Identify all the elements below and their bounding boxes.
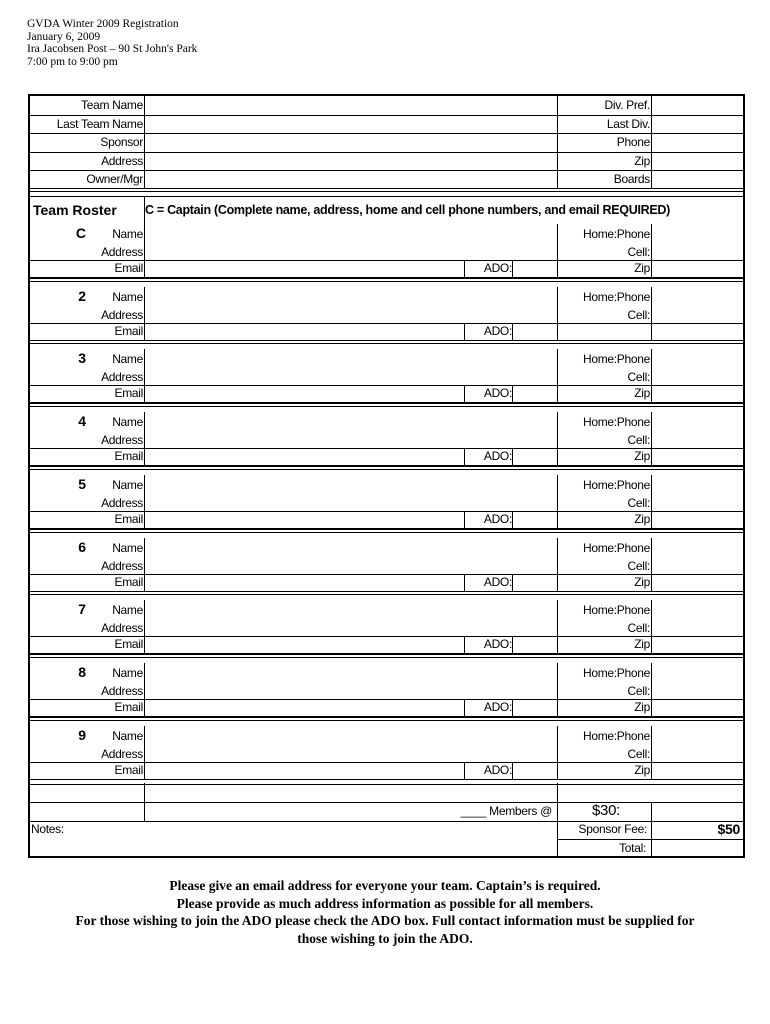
- member-name-input[interactable]: [145, 600, 556, 618]
- member-cell-input[interactable]: [652, 744, 742, 762]
- member-home-phone-input[interactable]: [652, 287, 742, 305]
- column-divider: [512, 574, 513, 591]
- member-home-phone-input[interactable]: [652, 349, 742, 367]
- member-cell-label: Cell:: [627, 245, 650, 259]
- member-email-row-top: [30, 323, 743, 324]
- member-ado-checkbox[interactable]: [513, 762, 557, 779]
- member-block-divider: [30, 591, 743, 595]
- member-number: 8: [78, 663, 86, 680]
- team-info-label: Owner/Mgr: [86, 172, 143, 186]
- column-divider: [464, 260, 465, 277]
- member-zip-label: Zip: [634, 511, 650, 526]
- team-info-field[interactable]: [145, 115, 556, 134]
- team-info-label: Phone: [616, 135, 650, 149]
- member-name-input[interactable]: [145, 663, 556, 681]
- fees-row-top: [30, 784, 743, 785]
- team-info-label: Sponsor: [100, 135, 143, 149]
- column-divider: [464, 636, 465, 653]
- column-divider: [144, 600, 145, 653]
- member-address-label: Address: [101, 558, 143, 573]
- member-cell-input[interactable]: [652, 305, 742, 323]
- members-count-label: ____ Members @: [460, 804, 552, 818]
- member-home-phone-label: Home:Phone: [582, 227, 650, 241]
- member-name-input[interactable]: [145, 224, 556, 242]
- member-ado-checkbox[interactable]: [513, 260, 557, 277]
- member-ado-checkbox[interactable]: [513, 448, 557, 465]
- member-email-label: Email: [114, 449, 143, 464]
- footer-line-2: Please provide as much address information as possible for all members.: [176, 895, 594, 911]
- column-divider: [144, 412, 145, 465]
- member-email-input[interactable]: [145, 323, 463, 340]
- member-home-phone-label: Home:Phone: [582, 540, 650, 555]
- member-ado-label: ADO:: [483, 261, 512, 275]
- member-zip-input[interactable]: [652, 511, 742, 528]
- team-info-field[interactable]: [652, 170, 742, 189]
- member-home-phone-label: Home:Phone: [582, 603, 650, 618]
- team-info-label: Team Name: [81, 98, 143, 112]
- roster-title: Team Roster: [33, 202, 117, 218]
- team-info-field[interactable]: [145, 170, 556, 189]
- member-email-row-top: [30, 260, 743, 261]
- total-label: Total:: [619, 841, 646, 855]
- sponsor-fee-value: $50: [717, 821, 740, 837]
- member-email-label: Email: [114, 386, 143, 401]
- roster-header-top: [30, 196, 743, 197]
- member-block-divider: [30, 403, 743, 407]
- member-name-input[interactable]: [145, 475, 556, 493]
- column-divider: [651, 726, 652, 779]
- member-email-row-top: [30, 762, 743, 763]
- notes-label: Notes:: [31, 822, 64, 836]
- member-address-input[interactable]: [145, 681, 556, 699]
- members-fee-total[interactable]: [652, 802, 742, 820]
- member-cell-label: Cell:: [627, 746, 650, 761]
- column-divider: [144, 538, 145, 591]
- column-divider: [144, 783, 145, 822]
- team-info-row-divider: [30, 152, 743, 153]
- column-divider: [144, 663, 145, 716]
- member-address-input[interactable]: [145, 744, 556, 762]
- column-divider: [651, 349, 652, 402]
- team-info-row-divider: [30, 115, 743, 116]
- member-name-input[interactable]: [145, 726, 556, 744]
- member-name-input[interactable]: [145, 538, 556, 556]
- member-zip-input[interactable]: [652, 260, 742, 277]
- member-cell-input[interactable]: [652, 681, 742, 699]
- column-divider: [557, 663, 558, 716]
- member-zip-label: Zip: [634, 637, 650, 652]
- member-name-label: Name: [112, 415, 143, 430]
- member-home-phone-label: Home:Phone: [582, 415, 650, 430]
- member-fee-value: $30:: [592, 802, 620, 819]
- member-email-input[interactable]: [145, 385, 463, 402]
- team-info-label: Address: [101, 153, 143, 168]
- column-divider: [512, 260, 513, 277]
- column-divider: [144, 224, 145, 277]
- member-home-phone-input[interactable]: [652, 475, 742, 493]
- member-email-label: Email: [114, 574, 143, 589]
- member-ado-label: ADO:: [483, 762, 512, 777]
- column-divider: [464, 699, 465, 716]
- fees-row-divider: [30, 802, 743, 803]
- member-address-label: Address: [101, 370, 143, 385]
- member-home-phone-label: Home:Phone: [582, 289, 650, 304]
- member-home-phone-input[interactable]: [652, 224, 742, 242]
- member-block-bottom: [30, 779, 743, 780]
- member-address-input[interactable]: [145, 305, 556, 323]
- member-home-phone-input[interactable]: [652, 726, 742, 744]
- column-divider: [144, 287, 145, 340]
- column-divider: [557, 349, 558, 402]
- column-divider: [557, 475, 558, 528]
- member-home-phone-label: Home:Phone: [582, 728, 650, 743]
- column-divider: [557, 600, 558, 653]
- member-email-input[interactable]: [145, 260, 463, 277]
- member-zip-label: Zip: [634, 449, 650, 464]
- column-divider: [144, 196, 145, 224]
- team-info-row-divider: [30, 170, 743, 171]
- column-divider: [651, 600, 652, 653]
- column-divider: [512, 762, 513, 779]
- member-address-input[interactable]: [145, 493, 556, 511]
- event-time: 7:00 pm to 9:00 pm: [27, 55, 118, 68]
- member-zip-input[interactable]: [652, 448, 742, 465]
- member-email-row-top: [30, 699, 743, 700]
- member-email-input[interactable]: [145, 699, 463, 716]
- column-divider: [557, 287, 558, 340]
- column-divider: [464, 323, 465, 340]
- column-divider: [512, 323, 513, 340]
- member-cell-input[interactable]: [652, 618, 742, 636]
- member-email-row-top: [30, 574, 743, 575]
- member-home-phone-label: Home:Phone: [582, 665, 650, 680]
- member-email-label: Email: [114, 699, 143, 714]
- column-divider: [557, 538, 558, 591]
- member-email-row-top: [30, 511, 743, 512]
- team-info-label: Last Team Name: [56, 116, 143, 131]
- member-address-label: Address: [101, 621, 143, 636]
- team-info-label: Last Div.: [606, 116, 650, 131]
- column-divider: [651, 96, 652, 188]
- event-title: GVDA Winter 2009 Registration: [27, 18, 179, 30]
- member-address-label: Address: [101, 307, 143, 322]
- member-number: 3: [78, 350, 86, 367]
- member-block-divider: [30, 466, 743, 470]
- column-divider: [512, 448, 513, 465]
- member-cell-label: Cell:: [627, 621, 650, 636]
- team-info-field[interactable]: [652, 133, 742, 152]
- member-zip-label: Zip: [634, 574, 650, 589]
- column-divider: [464, 574, 465, 591]
- member-cell-label: Cell:: [627, 683, 650, 698]
- column-divider: [464, 448, 465, 465]
- member-ado-label: ADO:: [483, 511, 512, 526]
- member-email-label: Email: [114, 762, 143, 777]
- column-divider: [464, 511, 465, 528]
- footer-line-1: Please give an email address for everyone your team. Captain’s is required.: [169, 878, 601, 893]
- footer-line-3: For those wishing to join the ADO please check the ADO box. Full contact information must be supplied for: [75, 913, 695, 928]
- member-cell-label: Cell:: [627, 558, 650, 573]
- team-info-label: Zip: [634, 153, 650, 168]
- member-ado-checkbox[interactable]: [513, 511, 557, 528]
- member-home-phone-input[interactable]: [652, 538, 742, 556]
- sponsor-fee-label: Sponsor Fee:: [578, 822, 647, 836]
- member-home-phone-input[interactable]: [652, 663, 742, 681]
- column-divider: [651, 475, 652, 528]
- member-cell-label: Cell:: [627, 307, 650, 322]
- member-number: 5: [78, 475, 86, 492]
- member-block-divider: [30, 278, 743, 282]
- member-email-label: Email: [114, 261, 143, 275]
- column-divider: [512, 636, 513, 653]
- member-ado-checkbox[interactable]: [513, 574, 557, 591]
- team-info-field[interactable]: [652, 96, 742, 115]
- member-block-divider: [30, 654, 743, 658]
- member-address-input[interactable]: [145, 556, 556, 574]
- member-home-phone-label: Home:Phone: [582, 352, 650, 367]
- event-location: Ira Jacobsen Post – 90 St John's Park: [27, 43, 198, 56]
- team-info-row-divider: [30, 133, 743, 134]
- member-email-label: Email: [114, 323, 143, 338]
- member-number: 4: [78, 413, 86, 430]
- member-address-label: Address: [101, 433, 143, 448]
- member-ado-label: ADO:: [483, 574, 512, 589]
- member-name-label: Name: [112, 728, 143, 743]
- member-ado-checkbox[interactable]: [513, 385, 557, 402]
- member-address-label: Address: [101, 245, 143, 259]
- member-name-label: Name: [112, 227, 143, 241]
- member-zip-label: Zip: [634, 386, 650, 401]
- member-name-label: Name: [112, 603, 143, 618]
- member-name-label: Name: [112, 289, 143, 304]
- member-number: 7: [78, 601, 86, 618]
- member-cell-input[interactable]: [652, 367, 742, 385]
- member-number: 6: [78, 538, 86, 555]
- team-info-field[interactable]: [145, 133, 556, 152]
- event-header: [27, 18, 197, 68]
- member-zip-label: Zip: [634, 762, 650, 777]
- team-info-field[interactable]: [145, 96, 556, 115]
- column-divider: [651, 538, 652, 591]
- column-divider: [651, 224, 652, 277]
- column-divider: [144, 349, 145, 402]
- member-ado-label: ADO:: [483, 449, 512, 464]
- member-email-row-top: [30, 385, 743, 386]
- member-name-label: Name: [112, 477, 143, 492]
- member-name-label: Name: [112, 540, 143, 555]
- member-email-input[interactable]: [145, 636, 463, 653]
- member-email-row-top: [30, 448, 743, 449]
- team-info-field[interactable]: [652, 152, 742, 171]
- member-name-input[interactable]: [145, 412, 556, 430]
- member-cell-input[interactable]: [652, 493, 742, 511]
- member-name-input[interactable]: [145, 349, 556, 367]
- member-zip-input[interactable]: [652, 636, 742, 653]
- member-address-label: Address: [101, 683, 143, 698]
- member-email-label: Email: [114, 511, 143, 526]
- team-info-field[interactable]: [652, 115, 742, 134]
- event-date: January 6, 2009: [27, 30, 101, 43]
- member-cell-input[interactable]: [652, 242, 742, 260]
- column-divider: [512, 699, 513, 716]
- member-zip-label: Zip: [634, 261, 650, 275]
- column-divider: [144, 726, 145, 779]
- notes-input[interactable]: [90, 822, 556, 856]
- member-number: 2: [78, 287, 86, 304]
- member-home-phone-label: Home:Phone: [582, 477, 650, 492]
- column-divider: [144, 475, 145, 528]
- column-divider: [512, 511, 513, 528]
- column-divider: [557, 224, 558, 277]
- member-name-label: Name: [112, 352, 143, 367]
- member-email-input[interactable]: [145, 574, 463, 591]
- member-ado-label: ADO:: [483, 637, 512, 652]
- member-email-label: Email: [114, 637, 143, 652]
- column-divider: [557, 726, 558, 779]
- member-address-input[interactable]: [145, 367, 556, 385]
- team-info-label: Div. Pref.: [604, 98, 650, 112]
- member-ado-label: ADO:: [483, 386, 512, 401]
- member-ado-label: ADO:: [483, 323, 512, 338]
- section-divider: [30, 188, 743, 192]
- column-divider: [144, 96, 145, 188]
- registration-form: [28, 94, 745, 858]
- member-number: 9: [78, 726, 86, 743]
- column-divider: [557, 412, 558, 465]
- member-name-input[interactable]: [145, 287, 556, 305]
- member-zip-input[interactable]: [652, 762, 742, 779]
- member-zip-label: Zip: [634, 699, 650, 714]
- member-email-row-top: [30, 636, 743, 637]
- member-ado-checkbox[interactable]: [513, 636, 557, 653]
- member-zip-input[interactable]: [652, 699, 742, 716]
- column-divider: [464, 762, 465, 779]
- member-ado-checkbox[interactable]: [513, 699, 557, 716]
- column-divider: [651, 412, 652, 465]
- member-email-input[interactable]: [145, 762, 463, 779]
- member-zip-input[interactable]: [652, 574, 742, 591]
- column-divider: [464, 385, 465, 402]
- member-home-phone-input[interactable]: [652, 600, 742, 618]
- footer-line-4: those wishing to join the ADO.: [297, 930, 473, 946]
- team-info-field[interactable]: [145, 152, 556, 171]
- member-ado-label: ADO:: [483, 699, 512, 714]
- column-divider: [651, 287, 652, 340]
- member-zip-input[interactable]: [652, 385, 742, 402]
- member-home-phone-input[interactable]: [652, 412, 742, 430]
- member-cell-input[interactable]: [652, 556, 742, 574]
- member-email-input[interactable]: [145, 511, 463, 528]
- team-info-label: Boards: [613, 172, 650, 186]
- member-block-divider: [30, 340, 743, 344]
- member-email-input[interactable]: [145, 448, 463, 465]
- member-name-label: Name: [112, 665, 143, 680]
- column-divider: [557, 96, 558, 188]
- member-cell-label: Cell:: [627, 495, 650, 510]
- member-cell-label: Cell:: [627, 433, 650, 448]
- roster-instruction: C = Captain (Complete name, address, home and cell phone numbers, and email REQUIRED): [145, 203, 670, 217]
- column-divider: [512, 385, 513, 402]
- member-address-input[interactable]: [145, 430, 556, 448]
- member-block-divider: [30, 529, 743, 533]
- total-input[interactable]: [652, 840, 742, 857]
- member-cell-input[interactable]: [652, 430, 742, 448]
- member-block-divider: [30, 717, 743, 721]
- member-number: C: [75, 225, 86, 241]
- column-divider: [651, 663, 652, 716]
- footer-instructions: [0, 877, 770, 947]
- member-address-input[interactable]: [145, 618, 556, 636]
- member-address-label: Address: [101, 495, 143, 510]
- member-address-label: Address: [101, 746, 143, 761]
- member-address-input[interactable]: [145, 242, 556, 260]
- member-cell-label: Cell:: [627, 370, 650, 385]
- member-ado-checkbox[interactable]: [513, 323, 557, 340]
